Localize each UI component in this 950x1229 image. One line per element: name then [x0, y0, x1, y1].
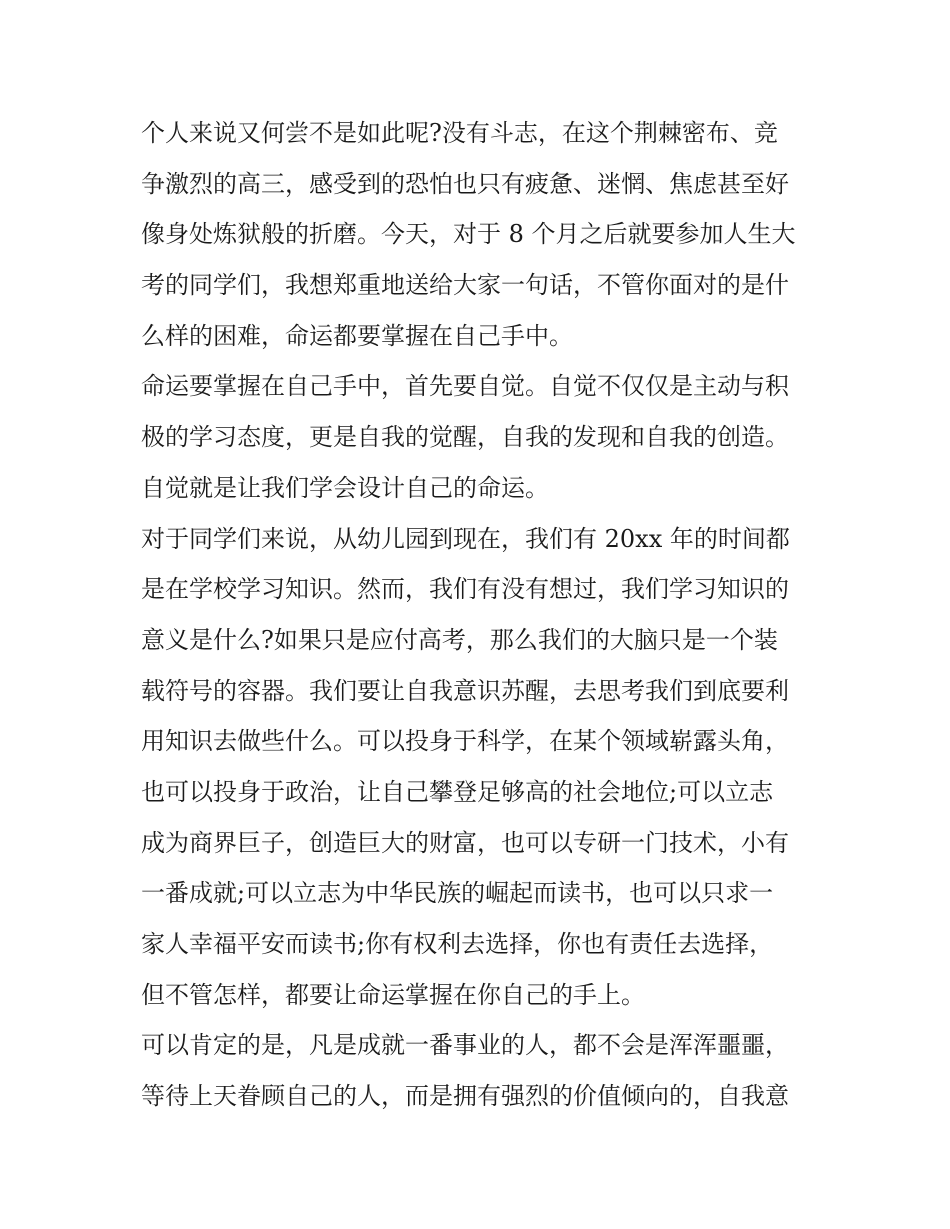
text-line: 但不管怎样，都要让命运掌握在你自己的手上。 — [141, 980, 645, 1009]
text-line: 用知识去做些什么。可以投身于科学，在某个领域崭露头角， — [141, 727, 789, 756]
text-line: 一番成就;可以立志为中华民族的崛起而读书，也可以只求一 — [141, 879, 774, 908]
text-line: 等待上天眷顾自己的人，而是拥有强烈的价值倾向的，自我意 — [141, 1082, 789, 1111]
body-text — [141, 108, 821, 1122]
text-line: 自觉就是让我们学会设计自己的命运。 — [141, 473, 549, 502]
text-line: 载符号的容器。我们要让自我意识苏醒，去思考我们到底要利 — [141, 676, 789, 705]
text-line: 也可以投身于政治，让自己攀登足够高的社会地位;可以立志 — [141, 777, 774, 806]
text-line: 么样的困难，命运都要掌握在自己手中。 — [141, 321, 573, 350]
text-line: 极的学习态度，更是自我的觉醒，自我的发现和自我的创造。 — [141, 423, 789, 452]
text-line: 对于同学们来说，从幼儿园到现在，我们有 20xx 年的时间都 — [141, 524, 790, 553]
text-line: 成为商界巨子，创造巨大的财富，也可以专研一门技术，小有 — [141, 828, 789, 857]
text-line: 争激烈的高三，感受到的恐怕也只有疲惫、迷惘、焦虑甚至好 — [141, 169, 789, 198]
text-line: 意义是什么?如果只是应付高考，那么我们的大脑只是一个装 — [141, 625, 778, 654]
text-line: 个人来说又何尝不是如此呢?没有斗志，在这个荆棘密布、竞 — [141, 119, 778, 147]
text-line: 命运要掌握在自己手中，首先要自觉。自觉不仅仅是主动与积 — [141, 372, 789, 401]
text-line: 家人幸福平安而读书;你有权利去选择，你也有责任去选择， — [141, 930, 774, 958]
text-line: 像身处炼狱般的折磨。今天，对于 8 个月之后就要参加人生大 — [141, 220, 796, 249]
text-line: 是在学校学习知识。然而，我们有没有想过，我们学习知识的 — [141, 575, 789, 604]
text-line: 可以肯定的是，凡是成就一番事业的人，都不会是浑浑噩噩， — [141, 1031, 789, 1060]
text-line: 考的同学们，我想郑重地送给大家一句话，不管你面对的是什 — [141, 271, 789, 300]
